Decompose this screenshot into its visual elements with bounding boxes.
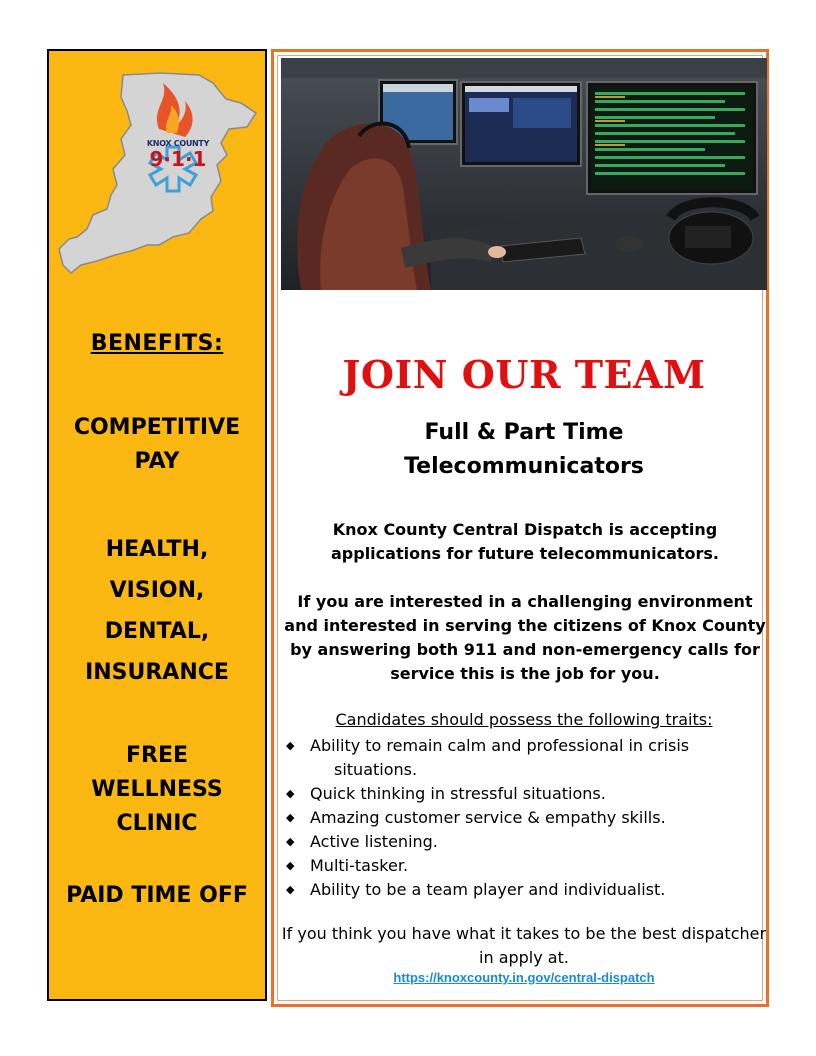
- benefit-line: WELLNESS: [91, 777, 223, 802]
- benefit-line: COMPETITIVE: [73, 415, 241, 440]
- benefit-wellness: [49, 739, 265, 841]
- benefit-pto: [49, 883, 265, 908]
- trait-text: Amazing customer service & empathy skills.: [310, 808, 666, 827]
- benefit-line: PAY: [134, 449, 180, 474]
- traits-list: [284, 734, 764, 902]
- logo-line2: 9·1·1: [149, 147, 207, 171]
- apply-link[interactable]: https://knoxcounty.in.gov/central-dispatch: [393, 970, 655, 985]
- dispatcher-at-console-image: [281, 58, 767, 290]
- benefit-line: INSURANCE: [85, 660, 229, 685]
- description-paragraph: If you are interested in a challenging environment and interested in serving the citizens of Knox County by answering both 911 and non-emergency calls for service this is the job for you.: [284, 592, 766, 683]
- benefit-pay: [49, 411, 265, 479]
- main-panel: [271, 49, 769, 1007]
- main-panel-inner: [277, 55, 767, 1001]
- benefit-line: CLINIC: [116, 811, 198, 836]
- diamond-bullet-icon: ◆: [286, 787, 295, 800]
- traits-heading: Candidates should possess the following traits:: [335, 710, 713, 729]
- list-item: [284, 830, 764, 854]
- logo-text: [143, 139, 213, 170]
- position-line2: Telecommunicators: [404, 454, 644, 479]
- diamond-bullet-icon: ◆: [286, 835, 295, 848]
- list-item: [284, 854, 764, 878]
- benefit-line: PAID TIME OFF: [66, 883, 248, 908]
- list-item: [284, 734, 764, 782]
- trait-text: Quick thinking in stressful situations.: [310, 784, 606, 803]
- page-title: JOIN OUR TEAM: [342, 352, 706, 397]
- trait-text-continued: situations.: [334, 760, 418, 779]
- logo-line1: KNOX COUNTY: [146, 139, 210, 148]
- trait-text: Ability to remain calm and professional in crisis: [310, 736, 690, 755]
- list-item: [284, 782, 764, 806]
- benefit-line: VISION,: [109, 578, 205, 603]
- benefit-line: FREE: [125, 743, 189, 768]
- intro-paragraph: Knox County Central Dispatch is accepting applications for future telecommunicators.: [330, 520, 719, 563]
- diamond-bullet-icon: ◆: [286, 859, 295, 872]
- knox-county-911-logo: [51, 69, 266, 289]
- benefits-title: BENEFITS:: [90, 331, 224, 356]
- list-item: [284, 878, 764, 902]
- diamond-bullet-icon: ◆: [286, 811, 295, 824]
- diamond-bullet-icon: ◆: [286, 739, 295, 752]
- trait-text: Active listening.: [310, 832, 438, 851]
- position-line1: Full & Part Time: [424, 420, 624, 445]
- benefit-line: HEALTH,: [105, 537, 209, 562]
- list-item: [284, 806, 764, 830]
- benefit-insurance: [49, 529, 265, 693]
- trait-text: Ability to be a team player and individualist.: [310, 880, 666, 899]
- dispatcher-photo: [281, 58, 767, 290]
- closing-paragraph: If you think you have what it takes to be the best dispatcher in apply at.: [281, 924, 767, 967]
- position-title: [278, 416, 770, 484]
- benefit-line: DENTAL,: [104, 619, 210, 644]
- county-map-icon: [51, 69, 266, 289]
- diamond-bullet-icon: ◆: [286, 883, 295, 896]
- trait-text: Multi-tasker.: [310, 856, 409, 875]
- benefits-panel: [47, 49, 267, 1001]
